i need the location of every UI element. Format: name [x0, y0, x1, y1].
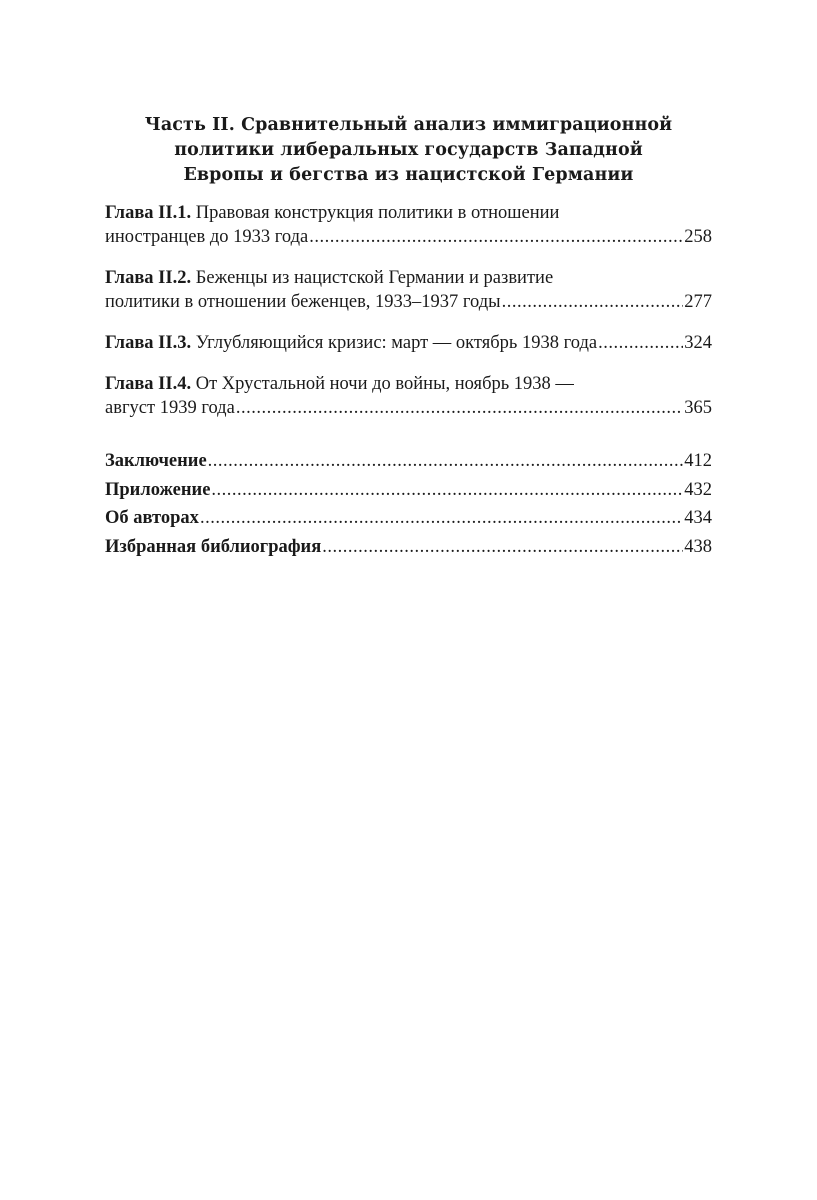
toc-entry-appendix[interactable] [105, 476, 712, 505]
chapter-title-continued: иностранцев до 1933 года [105, 227, 309, 247]
page-number: 277 [684, 292, 712, 312]
table-of-contents [105, 201, 712, 561]
toc-entry-chapter-2-4[interactable] [105, 372, 712, 420]
dot-leader [200, 504, 683, 533]
toc-entry-first-line [105, 266, 712, 290]
entry-label: Избранная библиография [105, 536, 322, 557]
chapter-label: Глава II.1. [105, 203, 192, 223]
toc-entry-first-line [105, 372, 712, 396]
chapter-label: Глава II.3. [105, 333, 192, 353]
part-heading-line: Часть II. Сравнительный анализ иммиграционной [144, 115, 673, 135]
chapter-title: Беженцы из нацистской Германии и развитие [195, 268, 554, 288]
toc-entry-chapter-2-1[interactable] [105, 201, 712, 249]
dot-leader [598, 331, 683, 355]
entry-label: Об авторах [105, 508, 199, 528]
part-heading [105, 113, 712, 188]
entry-label: Приложение [105, 479, 211, 500]
entry-label: Заключение [105, 451, 207, 471]
toc-entry-line [105, 331, 712, 355]
page-number: 258 [684, 227, 712, 247]
dot-leader [211, 476, 683, 505]
toc-page [105, 113, 712, 561]
toc-entry-chapter-2-3[interactable] [105, 331, 712, 355]
dot-leader [309, 225, 683, 249]
chapter-label: Глава II.2. [105, 268, 192, 288]
page-number: 432 [684, 479, 712, 500]
dot-leader [502, 290, 684, 314]
part-heading-line: Европы и бегства из нацистской Германии [183, 165, 634, 185]
toc-entry-bibliography[interactable] [105, 533, 712, 562]
toc-entry-about-authors[interactable] [105, 504, 712, 533]
backmatter-list [105, 447, 712, 561]
chapter-title-continued: политики в отношении беженцев, 1933–1937 годы [105, 292, 501, 312]
page-number: 412 [684, 451, 712, 471]
chapter-title: Правовая конструкция политики в отношении [195, 203, 560, 223]
toc-entry-last-line [105, 225, 712, 249]
chapter-title-continued: август 1939 года [105, 398, 235, 418]
chapter-title: Углубляющийся кризис: март — октябрь 1938 года [195, 333, 598, 353]
dot-leader [322, 533, 683, 562]
chapter-title: От Хрустальной ночи до войны, ноябрь 1938 — [195, 374, 574, 394]
toc-entry-last-line [105, 290, 712, 314]
page-number: 365 [684, 398, 712, 418]
toc-entry-last-line [105, 396, 712, 420]
page-number: 434 [684, 508, 712, 528]
dot-leader [236, 396, 683, 420]
dot-leader [208, 447, 684, 476]
toc-entry-conclusion[interactable] [105, 447, 712, 476]
chapter-label: Глава II.4. [105, 374, 192, 394]
page-number: 438 [684, 536, 712, 557]
toc-entry-first-line [105, 201, 712, 225]
page-number: 324 [684, 333, 712, 353]
toc-entry-chapter-2-2[interactable] [105, 266, 712, 314]
part-heading-line: политики либеральных государств Западной [174, 140, 643, 160]
